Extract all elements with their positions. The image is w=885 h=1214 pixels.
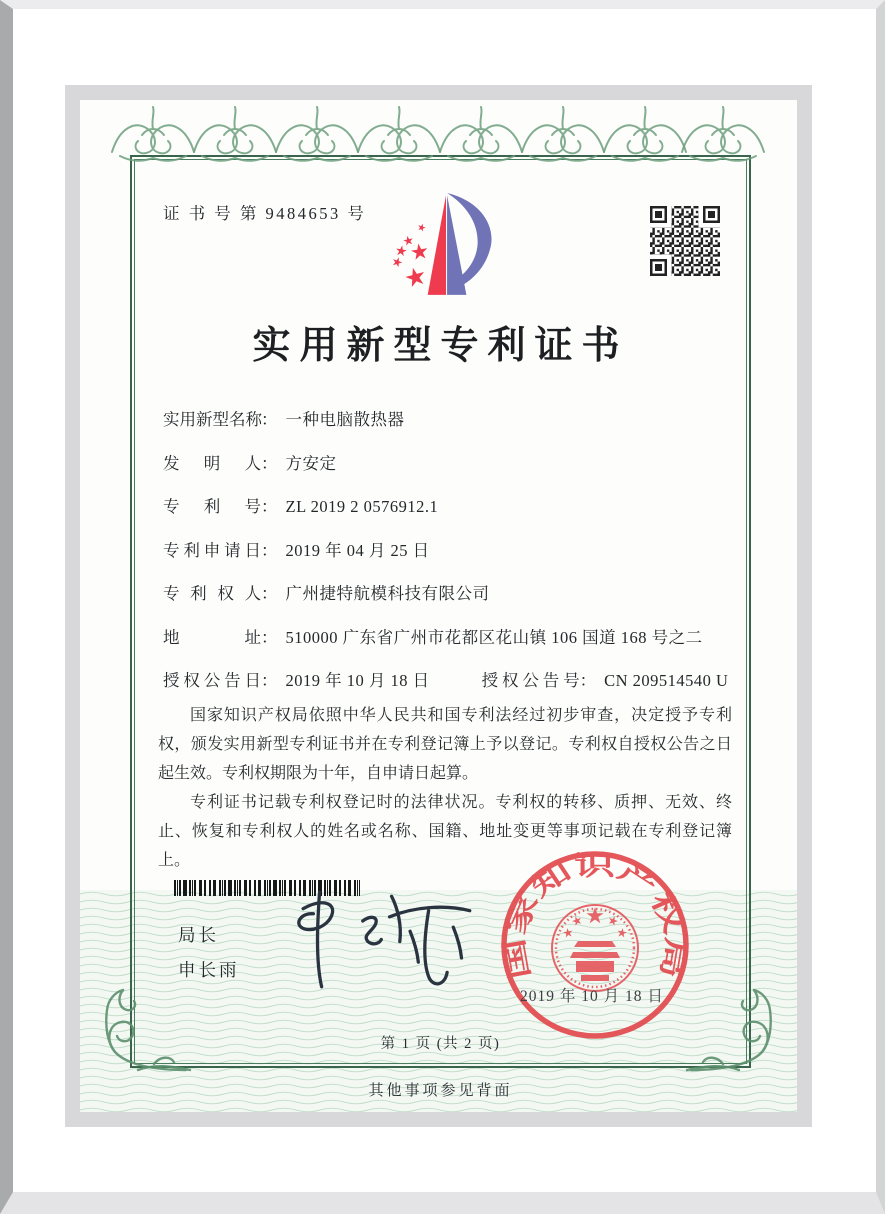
field-label: 专利权人 [163,584,261,603]
field-row-inventor [163,450,733,473]
field-row-grant [163,667,733,690]
grant-date-value: 2019 年 10 月 18 日 [285,671,430,690]
field-colon: ： [261,540,278,560]
grant-date-label: 授权公告日 [163,671,261,690]
legal-paragraph-1: 国家知识产权局依照中华人民共和国专利法经过初步审查，决定授予专利权，颁发实用新型专利证书并在专利登记簿上予以登记。专利权自授权公告之日起生效。专利权期限为十年，自申请日起算。 [158,707,732,782]
director-title: 局长 [178,925,219,945]
top-ornament-band [108,103,768,185]
field-value: 一种电脑散热器 [285,410,405,429]
director-name: 申长雨 [178,960,240,980]
certificate-number: 证 书 号 第 9484653 号 [163,204,367,223]
field-label: 发明人 [163,453,261,473]
field-label: 实用新型名称 [163,410,262,429]
seal-date: 2019 年 10 月 18 日 [520,988,664,1005]
field-colon: ： [261,584,278,603]
page-info: 第 1 页 (共 2 页) [380,1036,501,1052]
certificate-paper [80,100,797,1112]
field-colon: ： [261,497,278,516]
field-label: 专利申请日 [163,540,261,560]
field-colon: ： [261,671,278,690]
field-row-patent-no [163,493,733,516]
cnipa-logo-icon [388,186,500,308]
field-colon: ： [261,453,278,473]
corner-flourish-bottom-left [96,982,192,1076]
director-signature [268,886,474,994]
field-row-filing-date [163,537,733,560]
grant-no-label: 授权公告号 [481,671,580,690]
qr-code-icon [650,205,720,277]
field-value: 广州捷特航模科技有限公司 [285,584,490,603]
national-emblem-icon [552,905,638,991]
field-row-name [163,406,733,429]
grant-no-group [482,667,729,691]
legal-paragraph-2: 专利证书记载专利权登记时的法律状况。专利权的转移、质押、无效、终止、恢复和专利权人的姓名或名称、国籍、地址变更等事项记载在专利登记簿上。 [158,794,732,869]
corner-flourish-bottom-right [685,982,781,1076]
official-seal [498,848,692,1042]
field-value: 方安定 [285,453,337,473]
field-colon: ： [261,627,278,647]
field-label: 地址 [163,627,261,647]
back-note: 其他事项参见背面 [368,1083,513,1099]
field-colon: ： [579,671,597,690]
field-value: 510000 广东省广州市花都区花山镇 106 国道 168 号之二 [285,627,703,647]
field-value: 2019 年 04 月 25 日 [285,540,430,560]
field-row-address [163,624,733,647]
grant-no-value: CN 209514540 U [604,671,729,690]
field-colon: ： [261,410,278,429]
field-value: ZL 2019 2 0576912.1 [285,497,439,516]
certificate-title: 实用新型专利证书 [252,325,629,367]
field-list [163,406,733,690]
field-label: 专利号 [163,497,261,516]
seal-text: 国家知识产权局 [500,850,692,982]
field-row-patentee [163,580,733,603]
